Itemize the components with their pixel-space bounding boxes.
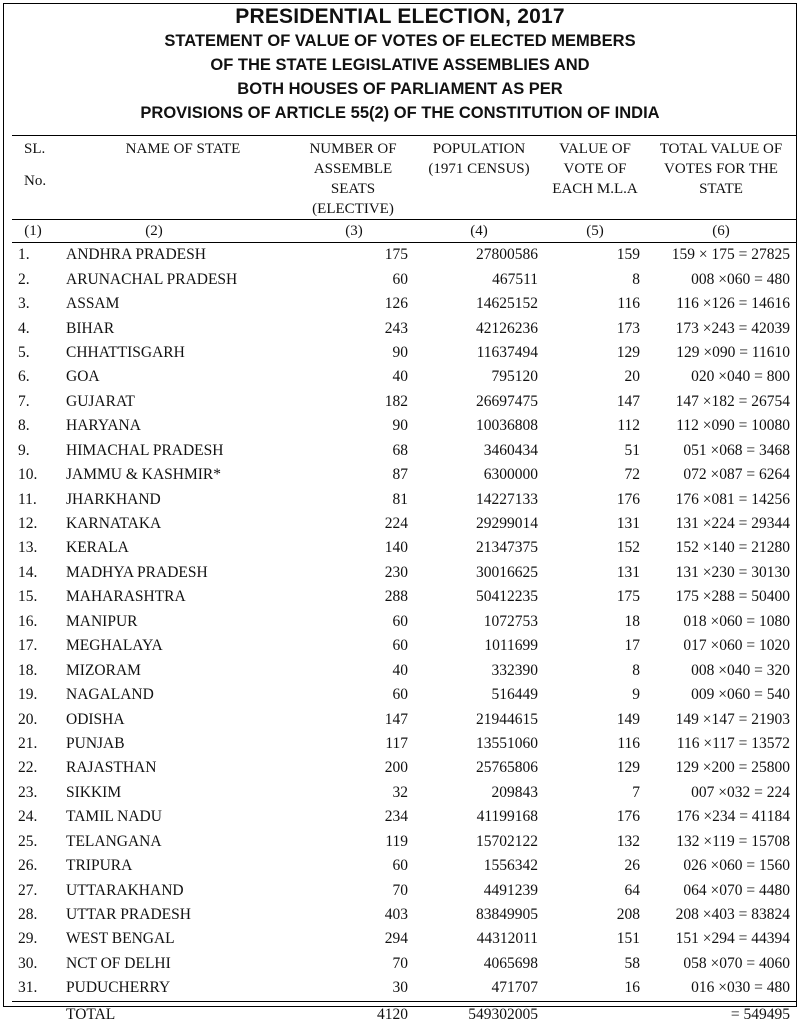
table-row (12, 634, 796, 658)
statement-page (3, 3, 797, 1023)
header-value-line: VOTE OF (563, 161, 627, 177)
subtitle-line-3: BOTH HOUSES OF PARLIAMENT AS PER (237, 80, 563, 98)
cell-state-name: CHHATTISGARH (66, 343, 185, 361)
cell-population: 516449 (491, 686, 538, 704)
cell-state-name: ODISHA (66, 710, 125, 728)
header-population-line: POPULATION (432, 141, 526, 157)
cell-value-per-mla: 116 (617, 295, 640, 313)
cell-value-per-mla: 129 (616, 759, 640, 777)
cell-total-value: 016 ×030 = 480 (691, 979, 790, 997)
cell-total-value: 007 ×032 = 224 (691, 783, 790, 801)
cell-total-value: 176 ×234 = 41184 (676, 808, 790, 826)
cell-seats: 40 (392, 661, 408, 679)
cell-state-name: MEGHALAYA (66, 637, 163, 655)
header-population-line: (1971 CENSUS) (428, 161, 530, 177)
total-label: TOTAL (54, 1001, 254, 1028)
cell-sl: 10. (18, 466, 38, 484)
cell-value-per-mla: 17 (624, 637, 640, 655)
cell-value-per-mla: 152 (616, 539, 640, 557)
cell-seats: 200 (384, 759, 408, 777)
cell-value-per-mla: 151 (616, 930, 640, 948)
cell-sl: 6. (18, 368, 30, 386)
cell-seats: 224 (384, 515, 408, 533)
cell-total-value: 009 ×060 = 540 (691, 686, 790, 704)
cell-seats: 243 (384, 319, 408, 337)
cell-population: 15702122 (476, 832, 538, 850)
cell-sl: 21. (18, 734, 38, 752)
header-total-line: TOTAL VALUE OF (659, 141, 783, 157)
cell-state-name: ANDHRA PRADESH (66, 246, 206, 264)
cell-total-value: 051 ×068 = 3468 (683, 441, 790, 459)
cell-seats: 230 (384, 563, 408, 581)
cell-population: 44312011 (476, 930, 538, 948)
cell-value-per-mla: 131 (616, 515, 640, 533)
cell-seats: 70 (392, 954, 408, 972)
cell-value-per-mla: 18 (624, 612, 640, 630)
cell-total-value: 173 ×243 = 42039 (675, 319, 790, 337)
table-row (12, 976, 796, 1001)
cell-value-per-mla: 64 (624, 881, 640, 899)
cell-total-value: 020 ×040 = 800 (691, 368, 790, 386)
table-row (12, 292, 796, 316)
cell-state-name: KARNATAKA (66, 515, 162, 533)
cell-value-per-mla: 26 (624, 857, 640, 875)
cell-sl: 1. (18, 246, 30, 264)
cell-state-name: BIHAR (66, 319, 115, 337)
cell-total-value: 159 × 175 = 27825 (671, 246, 790, 264)
cell-value-per-mla: 20 (624, 368, 640, 386)
cell-population: 1011699 (484, 637, 538, 655)
table-row (12, 830, 796, 854)
column-number: (3) (254, 220, 414, 243)
cell-value-per-mla: 112 (617, 417, 640, 435)
cell-sl: 13. (18, 539, 38, 557)
cell-total-value: 131 ×224 = 29344 (675, 515, 790, 533)
cell-total-value: 131 ×230 = 30130 (675, 563, 790, 581)
cell-population: 13551060 (476, 734, 538, 752)
cell-value-per-mla: 149 (616, 710, 640, 728)
cell-population: 467511 (492, 270, 538, 288)
cell-population: 21944615 (476, 710, 538, 728)
table-row (12, 732, 796, 756)
cell-sl: 24. (18, 808, 38, 826)
header-total (646, 136, 796, 220)
cell-state-name: NAGALAND (66, 686, 154, 704)
table-row (12, 952, 796, 976)
cell-total-value: 008 ×060 = 480 (691, 270, 790, 288)
cell-state-name: TAMIL NADU (66, 808, 162, 826)
cell-seats: 175 (384, 246, 408, 264)
cell-population: 332390 (491, 661, 538, 679)
cell-seats: 294 (384, 930, 408, 948)
table-row (12, 536, 796, 560)
cell-total-value: 175 ×288 = 50400 (675, 588, 790, 606)
table-row (12, 903, 796, 927)
cell-value-per-mla: 72 (624, 466, 640, 484)
page-title: PRESIDENTIAL ELECTION, 2017 (235, 5, 565, 28)
cell-value-per-mla: 147 (616, 392, 640, 410)
cell-population: 209843 (491, 783, 538, 801)
cell-value-per-mla: 176 (616, 808, 640, 826)
cell-state-name: UTTARAKHAND (66, 881, 184, 899)
cell-value-per-mla: 131 (616, 563, 640, 581)
table-row (12, 781, 796, 805)
cell-value-per-mla: 58 (624, 954, 640, 972)
cell-state-name: MADHYA PRADESH (66, 563, 208, 581)
cell-value-per-mla: 116 (617, 734, 640, 752)
cell-population: 10036808 (476, 417, 538, 435)
cell-total-value: 072 ×087 = 6264 (683, 466, 790, 484)
cell-sl: 8. (18, 417, 30, 435)
cell-population: 42126236 (476, 319, 538, 337)
table-row (12, 439, 796, 463)
cell-population: 27800586 (476, 246, 538, 264)
subtitle-line-4: PROVISIONS OF ARTICLE 55(2) OF THE CONSTITUTION OF INDIA (140, 104, 660, 122)
header-value (544, 136, 646, 220)
cell-seats: 60 (392, 857, 408, 875)
cell-population: 4491239 (483, 881, 538, 899)
cell-sl: 30. (18, 954, 38, 972)
cell-population: 795120 (491, 368, 538, 386)
title-block (4, 4, 796, 125)
table-row (12, 805, 796, 829)
cell-total-value: 129 ×200 = 25800 (675, 759, 790, 777)
cell-seats: 234 (384, 808, 408, 826)
header-sl-line: No. (24, 173, 47, 189)
cell-state-name: PUNJAB (66, 734, 125, 752)
cell-seats: 119 (385, 832, 408, 850)
cell-value-per-mla: 8 (632, 661, 640, 679)
cell-state-name: TRIPURA (66, 857, 133, 875)
cell-population: 14227133 (476, 490, 538, 508)
header-total-line: STATE (699, 181, 743, 197)
table-row (12, 267, 796, 291)
cell-seats: 90 (392, 343, 408, 361)
cell-seats: 182 (384, 392, 408, 410)
column-number: (6) (646, 220, 796, 243)
cell-value-per-mla: 7 (632, 783, 640, 801)
cell-population: 6300000 (483, 466, 538, 484)
table-row (12, 341, 796, 365)
column-number: (5) (544, 220, 646, 243)
cell-sl: 22. (18, 759, 38, 777)
header-name-line: NAME OF STATE (125, 141, 241, 157)
header-sl-line: SL. (24, 141, 46, 157)
cell-population: 26697475 (476, 392, 538, 410)
cell-total-value: 176 ×081 = 14256 (675, 490, 790, 508)
cell-seats: 32 (392, 783, 408, 801)
cell-value-per-mla: 159 (616, 246, 640, 264)
cell-value-per-mla: 132 (616, 832, 640, 850)
cell-seats: 117 (385, 734, 408, 752)
cell-state-name: JAMMU & KASHMIR* (66, 466, 222, 484)
cell-state-name: PUDUCHERRY (66, 979, 171, 997)
cell-state-name: SIKKIM (66, 783, 122, 801)
cell-value-per-mla: 208 (616, 906, 640, 924)
cell-state-name: ASSAM (66, 295, 120, 313)
table-body (12, 243, 796, 1028)
cell-state-name: MIZORAM (66, 661, 141, 679)
cell-value-per-mla: 175 (616, 588, 640, 606)
header-population (414, 136, 544, 220)
table-row (12, 561, 796, 585)
cell-population: 3460434 (483, 441, 538, 459)
table-row (12, 878, 796, 902)
cell-state-name: ARUNACHAL PRADESH (66, 270, 238, 288)
cell-sl: 20. (18, 710, 38, 728)
cell-state-name: JHARKHAND (66, 490, 161, 508)
column-number: (2) (54, 220, 254, 243)
cell-total-value: 151 ×294 = 44394 (675, 930, 790, 948)
cell-sl: 28. (18, 906, 38, 924)
cell-seats: 87 (392, 466, 408, 484)
cell-total-value: 149 ×147 = 21903 (675, 710, 790, 728)
cell-sl: 31. (18, 979, 38, 997)
header-total-line: VOTES FOR THE (664, 161, 778, 177)
table-row (12, 610, 796, 634)
cell-total-value: 058 ×070 = 4060 (683, 954, 790, 972)
cell-seats: 90 (392, 417, 408, 435)
table-row (12, 658, 796, 682)
cell-population: 29299014 (476, 515, 538, 533)
header-name (54, 136, 254, 220)
cell-total-value: 112 ×090 = 10080 (676, 417, 790, 435)
cell-state-name: HARYANA (66, 417, 141, 435)
header-seats (254, 136, 414, 220)
subtitle-line-1: STATEMENT OF VALUE OF VOTES OF ELECTED MEMBERS (164, 32, 636, 50)
cell-total-value: 116 ×126 = 14616 (676, 295, 790, 313)
cell-seats: 60 (392, 612, 408, 630)
cell-sl: 19. (18, 686, 38, 704)
column-number: (4) (414, 220, 544, 243)
header-seats-line: ASSEMBLE SEATS (313, 161, 393, 197)
cell-sl: 12. (18, 515, 38, 533)
cell-sl: 25. (18, 832, 38, 850)
cell-seats: 60 (392, 637, 408, 655)
table-row (12, 585, 796, 609)
cell-population: 14625152 (476, 295, 538, 313)
cell-population: 471707 (491, 979, 538, 997)
cell-population: 1556342 (483, 857, 538, 875)
cell-total-value: 147 ×182 = 26754 (675, 392, 790, 410)
cell-total-value: 152 ×140 = 21280 (675, 539, 790, 557)
subtitle-line-2: OF THE STATE LEGISLATIVE ASSEMBLIES AND (210, 56, 590, 74)
cell-population: 83849905 (476, 906, 538, 924)
header-value-line: EACH M.L.A (552, 181, 638, 197)
cell-sl: 5. (18, 343, 30, 361)
header-seats-line: (ELECTIVE) (312, 201, 394, 217)
cell-sl: 4. (18, 319, 30, 337)
total-population: 549302005 (414, 1001, 544, 1028)
cell-value-per-mla: 16 (624, 979, 640, 997)
total-sl-cell (12, 1001, 54, 1028)
cell-state-name: GOA (66, 368, 100, 386)
table-row (12, 365, 796, 389)
header-row (12, 136, 796, 220)
cell-total-value: 018 ×060 = 1080 (683, 612, 790, 630)
cell-state-name: NCT OF DELHI (66, 954, 171, 972)
cell-total-value: 064 ×070 = 4480 (683, 881, 790, 899)
cell-sl: 2. (18, 270, 30, 288)
table-row (12, 512, 796, 536)
header-value-line: VALUE OF (559, 141, 631, 157)
cell-sl: 17. (18, 637, 38, 655)
header-seats-line: NUMBER OF (309, 141, 397, 157)
table-row (12, 854, 796, 878)
cell-value-per-mla: 176 (616, 490, 640, 508)
cell-population: 50412235 (476, 588, 538, 606)
table-row (12, 414, 796, 438)
cell-total-value: 008 ×040 = 320 (691, 661, 790, 679)
cell-seats: 68 (392, 441, 408, 459)
votes-table (12, 135, 796, 1028)
cell-state-name: MAHARASHTRA (66, 588, 186, 606)
table-row (12, 487, 796, 511)
cell-value-per-mla: 129 (616, 343, 640, 361)
cell-sl: 26. (18, 857, 38, 875)
cell-seats: 126 (384, 295, 408, 313)
total-votes: = 549495 (646, 1001, 796, 1028)
cell-population: 11637494 (476, 343, 538, 361)
cell-state-name: TELANGANA (66, 832, 162, 850)
cell-total-value: 208 ×403 = 83824 (675, 906, 790, 924)
cell-sl: 29. (18, 930, 38, 948)
total-row (12, 1001, 796, 1028)
cell-sl: 16. (18, 612, 38, 630)
cell-value-per-mla: 8 (632, 270, 640, 288)
cell-seats: 60 (392, 686, 408, 704)
cell-value-per-mla: 9 (632, 686, 640, 704)
cell-sl: 3. (18, 295, 30, 313)
cell-sl: 15. (18, 588, 38, 606)
cell-sl: 27. (18, 881, 38, 899)
cell-seats: 140 (384, 539, 408, 557)
total-value (544, 1001, 646, 1028)
table-row (12, 707, 796, 731)
table-row (12, 390, 796, 414)
cell-population: 21347375 (476, 539, 538, 557)
cell-seats: 30 (392, 979, 408, 997)
cell-state-name: UTTAR PRADESH (66, 906, 191, 924)
cell-sl: 7. (18, 392, 30, 410)
column-number: (1) (12, 220, 54, 243)
cell-population: 25765806 (476, 759, 538, 777)
table-row (12, 316, 796, 340)
cell-sl: 18. (18, 661, 38, 679)
cell-total-value: 116 ×117 = 13572 (676, 734, 790, 752)
cell-sl: 11. (18, 490, 37, 508)
cell-state-name: KERALA (66, 539, 129, 557)
cell-total-value: 129 ×090 = 11610 (676, 343, 790, 361)
cell-state-name: GUJARAT (66, 392, 135, 410)
cell-seats: 288 (384, 588, 408, 606)
cell-population: 4065698 (483, 954, 538, 972)
cell-population: 41199168 (476, 808, 538, 826)
table-row (12, 927, 796, 951)
cell-value-per-mla: 51 (624, 441, 640, 459)
cell-sl: 14. (18, 563, 38, 581)
cell-seats: 147 (384, 710, 408, 728)
cell-seats: 70 (392, 881, 408, 899)
cell-value-per-mla: 173 (616, 319, 640, 337)
cell-total-value: 017 ×060 = 1020 (683, 637, 790, 655)
cell-sl: 9. (18, 441, 30, 459)
total-seats: 4120 (254, 1001, 414, 1028)
column-number-row (12, 220, 796, 243)
header-sl (12, 136, 54, 220)
cell-population: 1072753 (483, 612, 538, 630)
cell-seats: 60 (392, 270, 408, 288)
cell-seats: 81 (392, 490, 408, 508)
cell-state-name: HIMACHAL PRADESH (66, 441, 224, 459)
cell-seats: 40 (392, 368, 408, 386)
cell-state-name: WEST BENGAL (66, 930, 175, 948)
table-row (12, 756, 796, 780)
cell-sl: 23. (18, 783, 38, 801)
table-row (12, 463, 796, 487)
cell-state-name: MANIPUR (66, 612, 138, 630)
cell-state-name: RAJASTHAN (66, 759, 157, 777)
table-row (12, 683, 796, 707)
table-row (12, 243, 796, 268)
cell-seats: 403 (384, 906, 408, 924)
cell-total-value: 026 ×060 = 1560 (683, 857, 790, 875)
cell-population: 30016625 (476, 563, 538, 581)
cell-total-value: 132 ×119 = 15708 (676, 832, 790, 850)
